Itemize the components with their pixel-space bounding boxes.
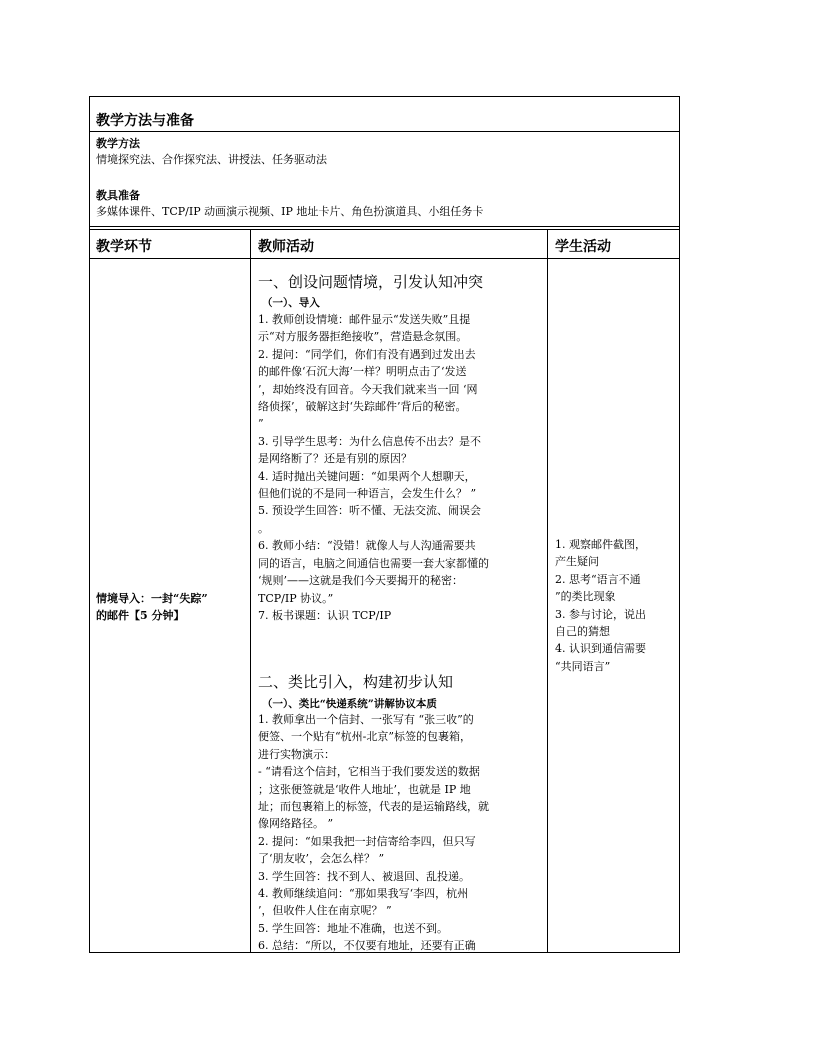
text-line: 5. 学生回答：地址不准确，也送不到。 — [258, 921, 448, 935]
header-student: 学生活动 — [555, 239, 611, 255]
text-line: 1. 教师拿出一个信封、一张写有 “张三收”的 — [258, 713, 474, 726]
text-line: “共同语言” — [555, 659, 611, 673]
divider — [89, 226, 680, 227]
text-line: 是网络断了？还是有别的原因？ — [258, 452, 412, 466]
part2-title: 二、类比引入，构建初步认知 — [258, 673, 454, 691]
text-line: 产生疑问 — [555, 555, 599, 569]
text-line: 3. 学生回答：找不到人、被退回、乱投递。 — [258, 869, 470, 883]
methods-text: 情境探究法、合作探究法、讲授法、任务驱动法 — [96, 153, 327, 166]
text-line: ’，但收件人住在南京呢？ ” — [258, 904, 392, 918]
text-line: 进行实物演示： — [258, 747, 335, 761]
text-line: 。 — [258, 521, 269, 535]
text-line: ”的类比现象 — [555, 590, 616, 604]
text-line: TCP/IP 协议。” — [258, 591, 334, 605]
text-line: 的邮件像‘石沉大海’一样？明明点击了‘发送 — [258, 365, 467, 379]
column-divider — [250, 229, 251, 953]
text-line: 2. 提问：“同学们，你们有没有遇到过发出去 — [258, 347, 476, 361]
text-line: 2. 思考“语言不通 — [555, 572, 641, 586]
text-line: ；这张便签就是‘收件人地址’，也就是 IP 地 — [258, 782, 471, 796]
text-line: - “请看这个信封，它相当于我们要发送的数据 — [258, 765, 480, 779]
text-line: 但他们说的不是同一种语言，会发生什么？ ” — [258, 487, 477, 501]
text-line: 像网络路径。 ” — [258, 817, 334, 831]
part1-title: 一、创设问题情境，引发认知冲突 — [258, 273, 484, 291]
text-line: 1. 观察邮件截图， — [555, 538, 646, 551]
text-line: 4. 适时抛出关键问题：“如果两个人想聊天， — [258, 469, 476, 483]
header-stage: 教学环节 — [96, 239, 152, 255]
divider — [89, 131, 680, 132]
text-line: 7. 板书课题：认识 TCP/IP — [258, 608, 392, 622]
text-line: 了‘朋友收’，会怎么样？ ” — [258, 852, 385, 866]
text-line: 址；而包裹箱上的标签，代表的是运输路线，就 — [258, 800, 489, 814]
stage-line: 情境导入：一封“失踪” — [96, 592, 208, 605]
stage-name — [96, 590, 208, 624]
text-line: 4. 教师继续追问：“那如果我写‘李四，杭州 — [258, 887, 469, 901]
text-line: 3. 引导学生思考：为什么信息传不出去？是不 — [258, 434, 481, 448]
text-line: 络侦探’，破解这封‘失踪邮件’背后的秘密。 — [258, 400, 467, 414]
tools-text: 多媒体课件、TCP/IP 动画演示视频、IP 地址卡片、角色扮演道具、小组任务卡 — [96, 205, 484, 218]
header-teacher: 教师活动 — [258, 239, 314, 255]
part1-subtitle: （一）、导入 — [262, 297, 320, 309]
text-line: ” — [258, 417, 264, 431]
text-line: 1. 教师创设情境：邮件显示“发送失败”且提 — [258, 313, 471, 326]
part1-body — [258, 311, 489, 624]
tools-title: 教具准备 — [96, 189, 140, 202]
column-divider — [547, 229, 548, 953]
text-line: 3. 参与讨论，说出 — [555, 607, 646, 621]
methods-title: 教学方法 — [96, 137, 140, 150]
text-line: 同的语言，电脑之间通信也需要一套大家都懂的 — [258, 556, 489, 570]
text-line: ‘规则’——这就是我们今天要揭开的秘密： — [258, 574, 463, 588]
text-line: 6. 总结：“所以，不仅要有地址，还要有正确 — [258, 939, 476, 953]
text-line: 自己的猜想 — [555, 625, 610, 639]
text-line: 2. 提问：“如果我把一封信寄给李四，但只写 — [258, 834, 476, 848]
text-line: ’，却始终没有回音。今天我们就来当一回 ‘网 — [258, 382, 478, 396]
text-line: 5. 预设学生回答：听不懂、无法交流、闹误会 — [258, 504, 481, 518]
section-title: 教学方法与准备 — [96, 113, 194, 129]
text-line: 4. 认识到通信需要 — [555, 642, 646, 656]
part2-subtitle: （一）、类比“快递系统”讲解协议本质 — [262, 698, 437, 710]
part2-body — [258, 711, 489, 955]
student-activities — [555, 536, 646, 675]
text-line: 示“对方服务器拒绝接收”，营造悬念氛围。 — [258, 330, 468, 344]
stage-line: 的邮件【5 分钟】 — [96, 609, 185, 622]
divider — [89, 258, 680, 259]
text-line: 6. 教师小结：“没错！就像人与人沟通需要共 — [258, 539, 476, 553]
text-line: 便签、一个贴有“杭州-北京”标签的包裹箱， — [258, 730, 471, 744]
divider — [89, 229, 680, 230]
